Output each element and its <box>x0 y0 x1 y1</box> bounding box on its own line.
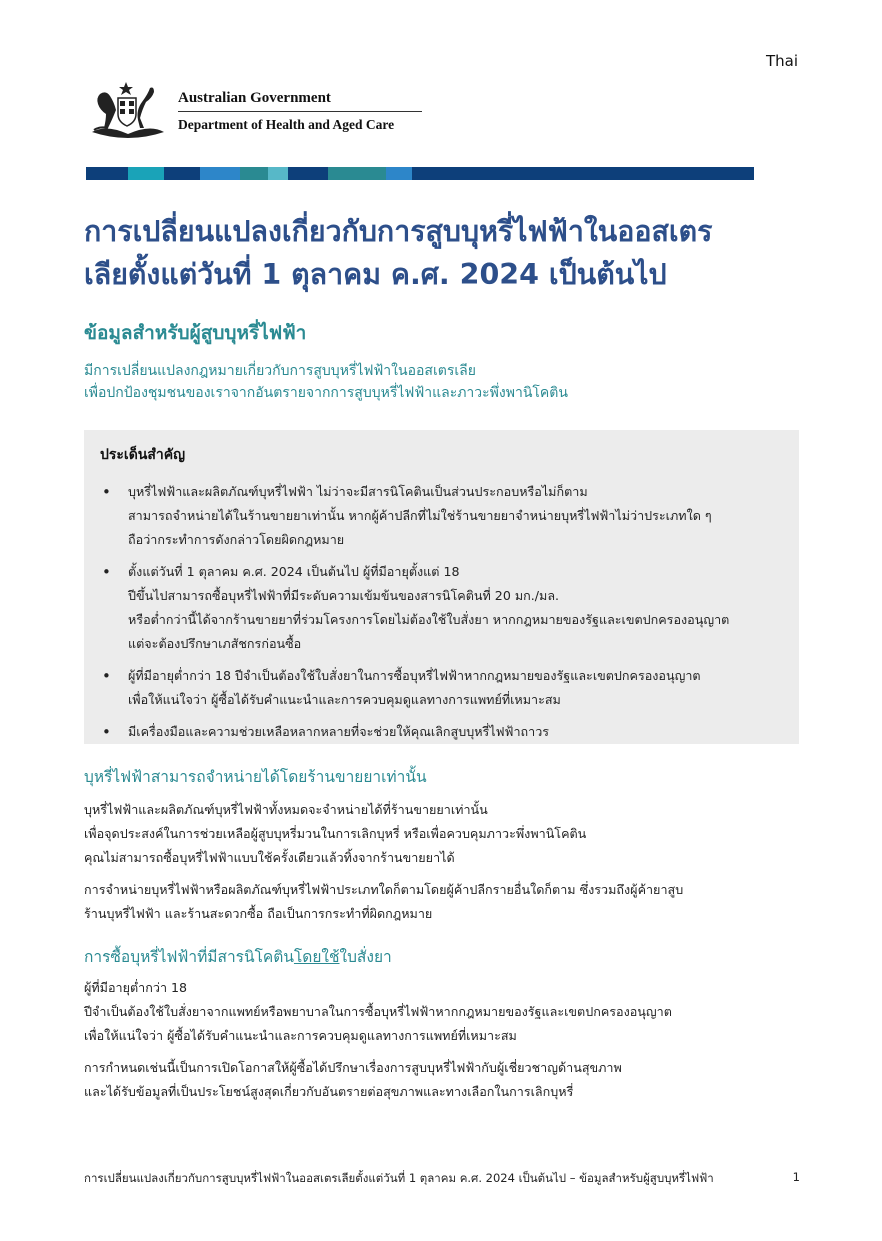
paragraph-line: ปีจำเป็นต้องใช้ใบสั่งยาจากแพทย์หรือพยาบาลในการซื้อบุหรี่ไฟฟ้าหากกฎหมายของรัฐและเขตปกครองอนุญาต <box>84 1004 672 1019</box>
key-point-line: แต่จะต้องปรึกษาเภสัชกรก่อนซื้อ <box>128 636 302 651</box>
paragraph-line: และได้รับข้อมูลที่เป็นประโยชน์สูงสุดเกี่ยวกับอันตรายต่อสุขภาพและทางเลือกในการเลิกบุหรี่ <box>84 1084 574 1099</box>
intro-line: มีการเปลี่ยนแปลงกฎหมายเกี่ยวกับการสูบบุหรี่ไฟฟ้าในออสเตรเลีย <box>84 363 476 379</box>
paragraph-line: เพื่อให้แน่ใจว่า ผู้ซื้อได้รับคำแนะนำและการควบคุมดูแลทางการแพทย์ที่เหมาะสม <box>84 1028 517 1043</box>
page-footer <box>84 1170 800 1188</box>
key-point-item <box>100 664 783 712</box>
paragraph <box>84 976 804 1048</box>
intro-line: เพื่อปกป้องชุมชนของเราจากอันตรายจากการสูบบุหรี่ไฟฟ้าและภาวะพึ่งพานิโคติน <box>84 385 568 401</box>
page-number: 1 <box>792 1170 800 1184</box>
section-subtitle: ข้อมูลสำหรับผู้สูบบุหรี่ไฟฟ้า <box>84 322 307 344</box>
heading-part: ใบสั่งยา <box>339 948 392 966</box>
paragraph <box>84 1056 804 1104</box>
paragraph-line: การกำหนดเช่นนี้เป็นการเปิดโอกาสให้ผู้ซื้อได้ปรึกษาเรื่องการสูบบุหรี่ไฟฟ้ากับผู้เชี่ยวชาญด้านสุขภาพ <box>84 1060 622 1075</box>
paragraph <box>84 878 804 926</box>
key-point-line: เพื่อให้แน่ใจว่า ผู้ซื้อได้รับคำแนะนำและการควบคุมดูแลทางการแพทย์ที่เหมาะสม <box>128 692 561 707</box>
government-logo <box>86 80 422 142</box>
key-point-line: ถือว่ากระทำการดังกล่าวโดยผิดกฎหมาย <box>128 532 345 547</box>
key-point-line: สามารถจำหน่ายได้ในร้านขายยาเท่านั้น หากผู้ค้าปลีกที่ไม่ใช่ร้านขายยาจำหน่ายบุหรี่ไฟฟ้าไม่ว่าประเภทใด ๆ <box>128 508 712 523</box>
footer-text: การเปลี่ยนแปลงเกี่ยวกับการสูบบุหรี่ไฟฟ้าในออสเตรเลียตั้งแต่วันที่ 1 ตุลาคม ค.ศ. 2024 เป็นต้นไป – ข้อมูลสำหรับผู้สูบบุหรี่ไฟฟ้า <box>84 1171 714 1185</box>
key-point-line: • ตั้งแต่วันที่ 1 ตุลาคม ค.ศ. 2024 เป็นต้นไป ผู้ที่มีอายุตั้งแต่ 18 <box>128 564 460 579</box>
key-point-line: ปีขึ้นไปสามารถซื้อบุหรี่ไฟฟ้าที่มีระดับความเข้มข้นของสารนิโคตินที่ 20 มก./มล. <box>128 588 560 603</box>
title-line-2: เลียตั้งแต่วันที่ 1 ตุลาคม ค.ศ. 2024 เป็นต้นไป <box>84 258 667 291</box>
heading-emphasis: โดยใช้ <box>293 948 340 966</box>
paragraph-line: บุหรี่ไฟฟ้าและผลิตภัณฑ์บุหรี่ไฟฟ้าทั้งหมดจะจำหน่ายได้ที่ร้านขายยาเท่านั้น <box>84 802 488 817</box>
key-point-item <box>100 480 783 552</box>
key-point-item <box>100 720 783 744</box>
government-name: Australian Government <box>178 90 422 112</box>
key-point-line: • มีเครื่องมือและความช่วยเหลือหลากหลายที่จะช่วยให้คุณเลิกสูบบุหรี่ไฟฟ้าถาวร <box>128 724 550 739</box>
key-points-box <box>84 430 799 744</box>
title-line-1: การเปลี่ยนแปลงเกี่ยวกับการสูบบุหรี่ไฟฟ้าในออสเตร <box>84 215 713 248</box>
section-heading-pharmacy: บุหรี่ไฟฟ้าสามารถจำหน่ายได้โดยร้านขายยาเท่านั้น <box>84 768 427 786</box>
heading-part: การซื้อบุหรี่ไฟฟ้าที่มีสารนิโคติน <box>84 948 294 966</box>
department-name: Department of Health and Aged Care <box>178 116 395 132</box>
key-points-title: ประเด็นสำคัญ <box>100 447 186 463</box>
intro-text <box>84 360 804 404</box>
key-point-line: • บุหรี่ไฟฟ้าและผลิตภัณฑ์บุหรี่ไฟฟ้า ไม่ว่าจะมีสารนิโคตินเป็นส่วนประกอบหรือไม่ก็ตาม <box>128 484 588 499</box>
language-label: Thai <box>765 52 798 70</box>
decorative-color-bar <box>86 167 754 180</box>
paragraph <box>84 798 804 870</box>
section-heading-prescription <box>84 944 392 969</box>
paragraph-line: คุณไม่สามารถซื้อบุหรี่ไฟฟ้าแบบใช้ครั้งเดียวแล้วทิ้งจากร้านขายยาได้ <box>84 850 455 865</box>
key-point-item <box>100 560 783 656</box>
page-title <box>84 210 804 296</box>
coat-of-arms-icon <box>86 80 170 142</box>
key-points-list <box>100 480 783 744</box>
paragraph-line: การจำหน่ายบุหรี่ไฟฟ้าหรือผลิตภัณฑ์บุหรี่ไฟฟ้าประเภทใดก็ตามโดยผู้ค้าปลีกรายอื่นใดก็ตาม ซึ่งรวมถึงผู้ค้ายาสูบ <box>84 882 684 897</box>
paragraph-line: ผู้ที่มีอายุต่ำกว่า 18 <box>84 980 188 995</box>
key-point-line: • ผู้ที่มีอายุต่ำกว่า 18 ปีจำเป็นต้องใช้ใบสั่งยาในการซื้อบุหรี่ไฟฟ้าหากกฎหมายของรัฐและเขตปกครองอนุญาต <box>128 668 701 683</box>
paragraph-line: ร้านบุหรี่ไฟฟ้า และร้านสะดวกซื้อ ถือเป็นการกระทำที่ผิดกฎหมาย <box>84 906 433 921</box>
paragraph-line: เพื่อจุดประสงค์ในการช่วยเหลือผู้สูบบุหรี่มวนในการเลิกบุหรี่ หรือเพื่อควบคุมภาวะพึ่งพานิโคติน <box>84 826 587 841</box>
key-point-line: หรือต่ำกว่านี้ได้จากร้านขายยาที่ร่วมโครงการโดยไม่ต้องใช้ใบสั่งยา หากกฎหมายของรัฐและเขตปกครองอนุญาต <box>128 612 730 627</box>
